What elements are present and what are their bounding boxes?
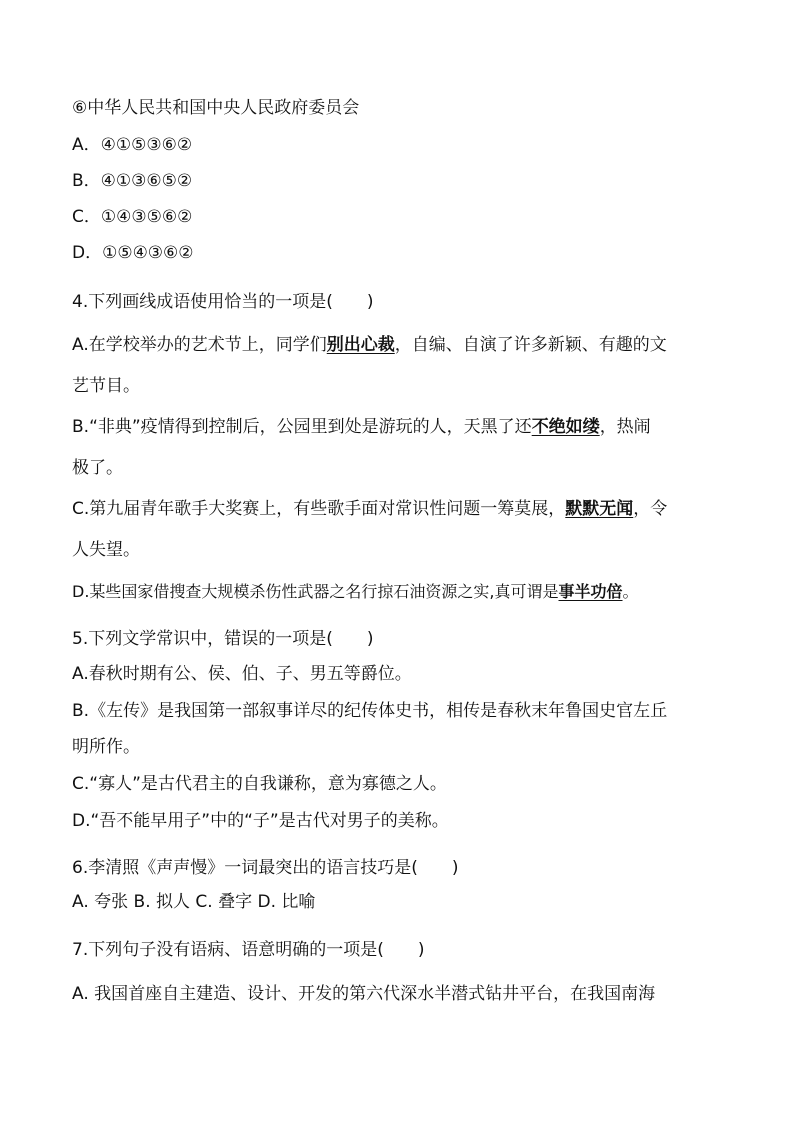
q3-option-b: B．④①③⑥⑤② bbox=[72, 171, 193, 191]
q5-option-b: B.《左传》是我国第一部叙事详尽的纪传体史书，相传是春秋末年鲁国史官左丘 bbox=[72, 701, 668, 721]
q4-d-post: 。 bbox=[622, 582, 639, 601]
q4-d-idiom: 事半功倍 bbox=[558, 582, 623, 601]
q6-options: A. 夸张 B. 拟人 C. 叠字 D. 比喻 bbox=[72, 892, 316, 912]
q7-stem: 7.下列句子没有语病、语意明确的一项是( ) bbox=[72, 940, 425, 960]
q6-stem: 6.李清照《声声慢》一词最突出的语言技巧是( ) bbox=[72, 858, 459, 878]
q4-c-idiom: 默默无闻 bbox=[565, 499, 634, 519]
q4-b-pre: B.“非典”疫情得到控制后，公园里到处是游玩的人，天黑了还 bbox=[72, 417, 532, 437]
q5-stem: 5.下列文学常识中，错误的一项是( ) bbox=[72, 629, 374, 649]
q4-option-a-cont: 艺节目。 bbox=[72, 376, 140, 396]
q4-b-post: ，热闹 bbox=[599, 417, 651, 437]
q5-option-d: D.“吾不能早用子”中的“子”是古代对男子的美称。 bbox=[72, 811, 449, 831]
q4-option-a bbox=[72, 334, 667, 356]
q4-option-c-cont: 人失望。 bbox=[72, 540, 140, 560]
q4-option-d bbox=[72, 581, 639, 603]
q3-option-d: D．①⑤④③⑥② bbox=[72, 243, 194, 263]
q5-option-b-cont: 明所作。 bbox=[72, 737, 140, 757]
q4-c-post: ，令 bbox=[633, 499, 668, 519]
q3-option-a: A．④①⑤③⑥② bbox=[72, 135, 193, 155]
q5-option-c: C.“寡人”是古代君主的自我谦称，意为寡德之人。 bbox=[72, 774, 447, 794]
q4-b-idiom: 不绝如缕 bbox=[531, 417, 600, 437]
q4-stem: 4.下列画线成语使用恰当的一项是( ) bbox=[72, 292, 374, 312]
q4-d-pre: D.某些国家借搜查大规模杀伤性武器之名行掠石油资源之实,真可谓是 bbox=[72, 582, 559, 601]
q4-a-pre: A.在学校举办的艺术节上，同学们 bbox=[72, 335, 327, 355]
q4-c-pre: C.第九届青年歌手大奖赛上，有些歌手面对常识性问题一筹莫展， bbox=[72, 499, 566, 519]
q4-option-b bbox=[72, 416, 651, 438]
item-6: ⑥中华人民共和国中央人民政府委员会 bbox=[72, 98, 360, 118]
q4-a-post: ，自编、自演了许多新颖、有趣的文 bbox=[394, 335, 667, 355]
q3-option-c: C．①④③⑤⑥② bbox=[72, 207, 193, 227]
q5-option-a: A.春秋时期有公、侯、伯、子、男五等爵位。 bbox=[72, 664, 412, 684]
q7-option-a: A. 我国首座自主建造、设计、开发的第六代深水半潜式钻井平台，在我国南海 bbox=[72, 984, 656, 1004]
q4-option-b-cont: 极了。 bbox=[72, 458, 123, 478]
q4-a-idiom: 别出心裁 bbox=[326, 335, 395, 355]
q4-option-c bbox=[72, 498, 667, 520]
